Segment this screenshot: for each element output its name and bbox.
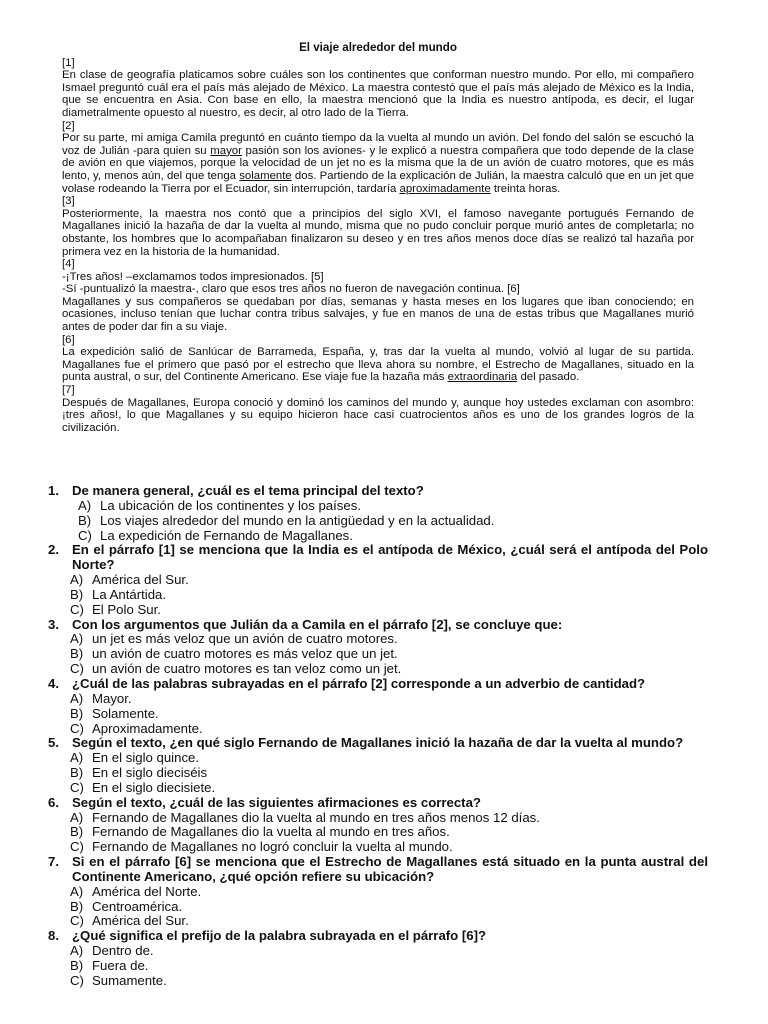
option-letter: A) (70, 943, 84, 959)
underlined-word-extraordinaria: extraordinaria (447, 371, 518, 384)
question-3-options (48, 632, 708, 677)
option-text: La expedición de Fernando de Magallanes. (100, 527, 353, 543)
option-b[interactable] (70, 707, 708, 722)
option-text: En el siglo dieciséis (92, 765, 208, 781)
question-4-options (48, 692, 708, 737)
question-6-options (48, 811, 708, 856)
option-letter: C) (70, 720, 84, 736)
option-letter: C) (70, 913, 84, 929)
option-text: Aproximadamente. (92, 720, 203, 736)
option-letter: C) (70, 661, 84, 677)
option-a[interactable] (78, 499, 708, 514)
paragraph-6 (62, 346, 694, 384)
option-letter: B) (70, 705, 84, 721)
option-letter: B) (70, 586, 84, 602)
option-letter: B) (70, 898, 84, 914)
option-text: América del Norte. (92, 883, 202, 899)
questions-list (48, 484, 708, 989)
paragraph-4 (62, 271, 694, 334)
underlined-word-aproximadamente: aproximadamente (399, 182, 491, 195)
option-letter: A) (70, 572, 84, 588)
option-b[interactable] (70, 647, 708, 662)
question-text: Si en el párrafo [6] se menciona que el Estrecho de Magallanes está situado en la punta austral del Continente Americano, ¿qué opción refiere su ubicación? (72, 854, 708, 884)
option-letter: C) (70, 601, 84, 617)
option-a[interactable] (70, 751, 708, 766)
option-b[interactable] (78, 514, 708, 529)
option-text: un jet es más veloz que un avión de cuatro motores. (92, 631, 398, 647)
option-letter: A) (70, 631, 84, 647)
paragraph-4-continuation: Magallanes y sus compañeros se quedaban por días, semanas y hasta meses en los lugares que iban conociendo; en ocasiones, incluso tenían que luchar contra tribus salvajes, y fue en manos de una de estas tribus que Magallanes murió antes de poder dar fin a su viaje. (62, 295, 694, 334)
dialogue-line-2: -Sí -puntualizó la maestra-, claro que esos tres años no fueron de navegación continua. [6] (62, 283, 520, 296)
paragraph-2-text-a: Por su parte, mi amiga Camila preguntó en cuánto tiempo da la vuelta al mundo un avión. Del fondo del salón se escuchó la voz de Julián -para quien su (62, 132, 694, 157)
option-letter: A) (70, 750, 84, 766)
option-text: El Polo Sur. (92, 601, 161, 617)
option-text: Fuera de. (92, 958, 149, 973)
question-1 (48, 484, 708, 499)
option-text: Los viajes alrededor del mundo en la antigüedad y en la actualidad. (100, 512, 495, 528)
paragraph-2-text-c: dos. Partiendo de la explicación de Julián, la maestra calculó que en un jet que volase rodeando la Tierra por el Ecuador, sin interrupción, tardaría (62, 169, 695, 195)
question-number: 7. (48, 854, 59, 870)
question-number: 6. (48, 794, 59, 810)
option-a[interactable] (70, 692, 708, 707)
option-letter: A) (78, 497, 92, 513)
option-letter: C) (78, 527, 92, 543)
question-number: 1. (48, 483, 59, 498)
question-2-options (48, 573, 708, 618)
option-text: un avión de cuatro motores es más veloz que un jet. (92, 646, 398, 662)
paragraph-1: En clase de geografía platicamos sobre cuáles son los continentes que conforman nuestro mundo. Por ello, mi compañero Ismael preguntó cuál era el país más alejado de México. La maestra contestó que el país más alejado de México es la India, que se encuentra en Asia. Con base en ello, la maestra mencionó que la India es nuestro antípoda, es decir, el lugar diametralmente opuesto al nuestro, es decir, al otro lado de la Tierra. (62, 69, 694, 119)
question-7 (48, 855, 708, 885)
question-text: De manera general, ¿cuál es el tema principal del texto? (72, 483, 424, 498)
paragraph-marker-4: [4] (62, 258, 75, 271)
paragraph-7: Después de Magallanes, Europa conoció y dominó los caminos del mundo y, aunque hoy ustedes exclaman con asombro: ¡tres años!, lo que Magallanes y su equipo hicieron hace casi cuatrocientos años es uno de los grandes logros de la civilización. (62, 396, 694, 434)
question-7-options (48, 885, 708, 930)
option-c[interactable] (78, 529, 708, 544)
option-a[interactable] (70, 573, 708, 588)
option-letter: B) (78, 512, 92, 528)
underlined-word-solamente: solamente (239, 169, 292, 182)
option-text: Solamente. (92, 705, 159, 721)
option-letter: B) (70, 765, 84, 781)
option-text: Sumamente. (92, 972, 167, 988)
paragraph-marker-3: [3] (62, 195, 75, 208)
option-c[interactable] (70, 974, 708, 989)
question-2 (48, 543, 708, 573)
option-text: Centroamérica. (92, 898, 183, 914)
option-text: En el siglo diecisiete. (92, 779, 216, 795)
question-text: Según el texto, ¿cuál de las siguientes afirmaciones es correcta? (72, 794, 481, 810)
question-text: Con los argumentos que Julián da a Camila en el párrafo [2], se concluye que: (72, 616, 563, 632)
question-3 (48, 618, 708, 633)
option-letter: B) (70, 824, 84, 840)
question-number: 8. (48, 928, 59, 944)
question-text: En el párrafo [1] se menciona que la India es el antípoda de México, ¿cuál será el antípoda del Polo Norte? (72, 542, 708, 573)
document-title: El viaje alrededor del mundo (299, 41, 457, 54)
paragraph-marker-2: [2] (62, 119, 75, 132)
option-c[interactable] (70, 781, 708, 796)
option-letter: A) (70, 809, 84, 825)
option-text: América del Sur. (92, 913, 189, 929)
reading-passage (62, 42, 694, 434)
option-letter: C) (70, 972, 84, 988)
option-b[interactable] (70, 588, 708, 603)
option-text: Mayor. (92, 690, 132, 706)
option-a[interactable] (70, 632, 708, 647)
question-text: Según el texto, ¿en qué siglo Fernando de Magallanes inició la hazaña de dar la vuelta al mundo? (72, 735, 684, 751)
option-c[interactable] (70, 914, 708, 929)
underlined-word-mayor: mayor (210, 144, 242, 157)
question-number: 2. (48, 542, 59, 558)
option-text: En el siglo quince. (92, 750, 200, 766)
question-1-options (48, 499, 708, 544)
paragraph-2-text-d: treinta horas. (490, 182, 561, 195)
option-a[interactable] (70, 885, 708, 900)
paragraph-marker-7: [7] (62, 384, 75, 397)
option-text: América del Sur. (92, 572, 189, 588)
option-text: Fernando de Magallanes dio la vuelta al mundo en tres años menos 12 días. (92, 809, 540, 825)
paragraph-6-text-a: La expedición salió de Sanlúcar de Barrameda, España, y, tras dar la vuelta al mundo, volvió al lugar de su partida. Magallanes fue el primero que pasó por el estrecho que lleva ahora su nombre, el Estrecho de Magallanes, situado en la punta austral, o sur, del Continente Americano. Ese viaje fue la hazaña más (62, 346, 694, 384)
question-4 (48, 677, 708, 692)
option-c[interactable] (70, 722, 708, 737)
option-letter: A) (70, 883, 84, 899)
option-letter: C) (70, 779, 84, 795)
option-letter: A) (70, 690, 84, 706)
option-text: La Antártida. (92, 586, 167, 602)
paragraph-marker-1: [1] (62, 56, 75, 69)
option-letter: B) (70, 958, 84, 973)
question-text: ¿Cuál de las palabras subrayadas en el párrafo [2] corresponde a un adverbio de cantidad? (72, 675, 646, 691)
option-text: La ubicación de los continentes y los países. (100, 497, 361, 513)
option-text: Dentro de. (92, 943, 154, 959)
question-number: 3. (48, 616, 59, 632)
question-number: 5. (48, 735, 59, 751)
paragraph-6-text-b: del pasado. (517, 371, 580, 384)
option-b[interactable] (70, 766, 708, 781)
option-text: Fernando de Magallanes dio la vuelta al mundo en tres años. (92, 824, 450, 840)
option-b[interactable] (70, 825, 708, 840)
question-number: 4. (48, 675, 59, 691)
option-c[interactable] (70, 662, 708, 677)
option-letter: C) (70, 839, 84, 855)
option-c[interactable] (70, 840, 708, 855)
option-a[interactable] (70, 944, 708, 959)
option-c[interactable] (70, 603, 708, 618)
option-a[interactable] (70, 811, 708, 826)
paragraph-2-text-b: pasión son los aviones- y le explicó a nuestra compañera que todo depende de la clase de avión en que viajemos, porque la velocidad de un jet no es la misma que la de un avión de cuatro motores, que es más lento, y, menos aún, del que tenga (62, 144, 694, 182)
question-5-options (48, 751, 708, 796)
option-b[interactable] (70, 900, 708, 915)
paragraph-marker-6: [6] (62, 333, 75, 346)
question-8-options (48, 944, 708, 989)
paragraph-3: Posteriormente, la maestra nos contó que a principios del siglo XVI, el famoso navegante portugués Fernando de Magallanes inició la hazaña de dar la vuelta al mundo, misma que no pudo concluir porque murió antes de completarla; no obstante, los hombres que lo acompañaban finalizaron su deseo y en tres años menos doce días se realizó tal hazaña por primera vez en la historia de la humanidad. (62, 207, 694, 258)
question-text: ¿Qué significa el prefijo de la palabra subrayada en el párrafo [6]? (72, 928, 487, 944)
option-text: Fernando de Magallanes no logró concluir la vuelta al mundo. (92, 839, 453, 855)
paragraph-2 (62, 132, 694, 195)
dialogue-line-1: -¡Tres años! –exclamamos todos impresionados. [5] (62, 270, 324, 283)
option-b[interactable] (70, 959, 708, 974)
option-letter: B) (70, 646, 84, 662)
question-6 (48, 796, 708, 811)
option-text: un avión de cuatro motores es tan veloz como un jet. (92, 661, 402, 677)
question-5 (48, 736, 708, 751)
question-8 (48, 929, 708, 944)
